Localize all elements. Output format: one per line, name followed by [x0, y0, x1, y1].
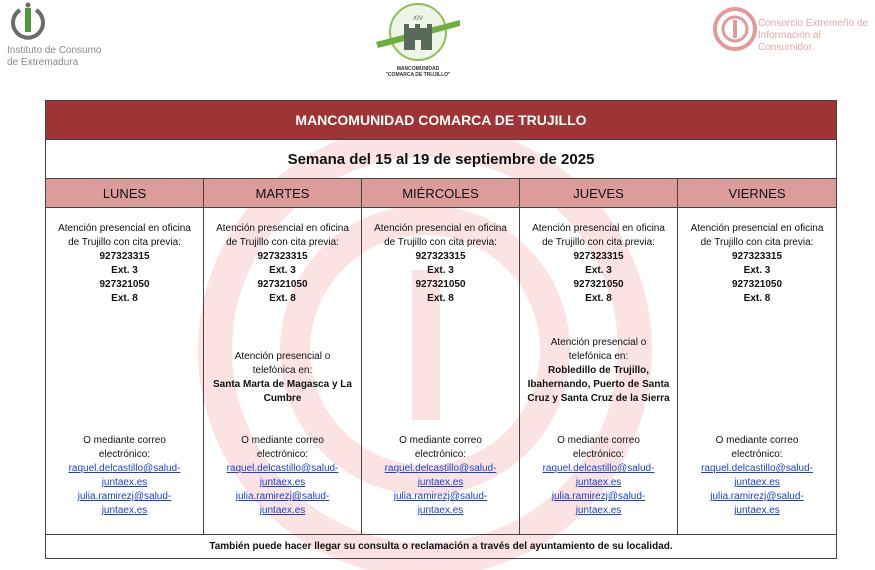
email-link-julia-domain[interactable]: juntaex.es — [575, 505, 622, 516]
extra-place-line: Ibahernando, Puerto de Santa — [527, 379, 670, 390]
phone-extension: Ext. 3 — [427, 265, 454, 276]
email-label-line: electrónico: — [572, 449, 625, 460]
phone-number: 927321050 — [573, 279, 624, 290]
email-link-raquel-domain[interactable]: juntaex.es — [417, 477, 464, 488]
day-header-viernes: VIERNES — [728, 185, 786, 201]
office-text-line: de Trujillo con cita previa: — [226, 237, 339, 248]
email-label-line: O mediante correo — [557, 435, 640, 446]
page-header — [0, 0, 875, 96]
office-block — [682, 222, 832, 306]
email-block — [524, 434, 673, 518]
instituto-consumo-logo — [4, 2, 144, 72]
office-text-line: Atención presencial en oficina — [532, 223, 665, 234]
phone-extension: Ext. 8 — [111, 293, 138, 304]
extra-text-line: telefónica en: — [568, 351, 629, 362]
phone-number: 927321050 — [257, 279, 308, 290]
phone-extension: Ext. 3 — [585, 265, 612, 276]
extra-place-line: Santa Marta de Magasca y La — [213, 379, 352, 390]
email-link-raquel[interactable]: raquel.delcastillo@salud- — [226, 463, 339, 474]
email-label-line: O mediante correo — [715, 435, 799, 446]
email-link-julia[interactable]: julia.ramirezj@salud- — [235, 491, 330, 502]
email-link-julia-domain[interactable]: juntaex.es — [734, 505, 780, 516]
consorcio-logo-icon — [712, 4, 758, 54]
mancomunidad-logo — [372, 2, 464, 86]
email-link-julia-domain[interactable]: juntaex.es — [259, 505, 306, 516]
email-label-line: O mediante correo — [399, 435, 482, 446]
email-block — [682, 434, 832, 518]
email-block — [366, 434, 515, 518]
email-block — [50, 434, 199, 518]
mancomunidad-logo-line2: "COMARCA DE TRUJILLO" — [385, 72, 451, 78]
instituto-logo-line1: Instituto de Consumo — [7, 45, 102, 56]
extra-text-line: Atención presencial o — [550, 337, 647, 348]
footer-note: También puede hacer llegar su consulta o reclamación a través del ayuntamiento de su localidad. — [209, 541, 673, 552]
email-link-raquel-domain[interactable]: juntaex.es — [734, 477, 780, 488]
consorcio-logo-line2: Información al Consumidor — [758, 30, 821, 53]
email-label-line: electrónico: — [98, 449, 151, 460]
phone-extension: Ext. 3 — [111, 265, 138, 276]
instituto-logo-icon — [8, 2, 48, 44]
mancomunidad-logo-line1: MANCOMUNIDAD — [396, 66, 440, 72]
office-text-line: de Trujillo con cita previa: — [542, 237, 655, 248]
day-header-lunes: LUNES — [46, 179, 204, 207]
office-text-line: Atención presencial en oficina — [216, 223, 349, 234]
phone-number: 927321050 — [731, 279, 783, 290]
office-text-line: de Trujillo con cita previa: — [384, 237, 497, 248]
phone-extension: Ext. 3 — [269, 265, 296, 276]
phone-number: 927321050 — [99, 279, 150, 290]
day-header-jueves: JUEVES — [520, 179, 678, 207]
email-link-raquel[interactable]: raquel.delcastillo@salud- — [68, 463, 181, 474]
email-label-line: electrónico: — [256, 449, 309, 460]
email-link-julia-domain[interactable]: juntaex.es — [101, 505, 148, 516]
email-link-raquel-domain[interactable]: juntaex.es — [575, 477, 622, 488]
phone-number: 927323315 — [731, 251, 783, 262]
email-label-line: O mediante correo — [241, 435, 324, 446]
day-column-miercoles — [362, 208, 520, 534]
office-text-line: Atención presencial en oficina — [690, 223, 824, 234]
email-block — [208, 434, 357, 518]
instituto-logo-line2: de Extremadura — [7, 57, 79, 68]
extra-place-line: Cumbre — [263, 393, 302, 404]
day-header-row — [46, 179, 836, 208]
email-label-line: electrónico: — [414, 449, 467, 460]
office-text-line: de Trujillo con cita previa: — [700, 237, 814, 248]
day-column-viernes — [678, 208, 836, 534]
office-text-line: Atención presencial en oficina — [374, 223, 507, 234]
castle-emblem-icon — [372, 2, 464, 64]
extra-place-line: Robledillo de Trujillo, — [547, 365, 650, 376]
email-link-julia-domain[interactable]: juntaex.es — [417, 505, 464, 516]
email-link-raquel[interactable]: raquel.delcastillo@salud- — [701, 463, 813, 474]
phone-number: 927323315 — [99, 251, 150, 262]
day-column-martes — [204, 208, 362, 534]
email-link-julia[interactable]: julia.ramirezj@salud- — [77, 491, 172, 502]
extra-text-line: telefónica en: — [252, 365, 313, 376]
phone-extension: Ext. 8 — [585, 293, 612, 304]
email-label-line: electrónico: — [731, 449, 783, 460]
day-column-jueves — [520, 208, 678, 534]
office-text-line: Atención presencial en oficina — [58, 223, 191, 234]
day-column-lunes — [46, 208, 204, 534]
consorcio-logo-line1: Consorcio Extremeño de — [758, 18, 869, 29]
consorcio-logo — [712, 4, 872, 60]
week-range: Semana del 15 al 19 de septiembre de 2025 — [46, 140, 836, 179]
phone-extension: Ext. 8 — [743, 293, 771, 304]
extra-locations-block — [208, 350, 357, 406]
office-block — [50, 222, 199, 306]
office-block — [524, 222, 673, 306]
extra-locations-block — [524, 336, 673, 406]
phone-extension: Ext. 8 — [427, 293, 454, 304]
extra-place-line: Cruz y Santa Cruz de la Sierra — [527, 393, 670, 404]
schedule-title: MANCOMUNIDAD COMARCA DE TRUJILLO — [46, 101, 836, 140]
phone-number: 927321050 — [415, 279, 466, 290]
phone-number: 927323315 — [573, 251, 624, 262]
phone-extension: Ext. 8 — [269, 293, 296, 304]
schedule-table — [45, 100, 837, 559]
email-link-raquel[interactable]: raquel.delcastillo@salud- — [542, 463, 655, 474]
day-header-miercoles: MIÉRCOLES — [362, 179, 520, 207]
phone-extension: Ext. 3 — [743, 265, 771, 276]
office-block — [366, 222, 515, 306]
day-body-row — [46, 208, 836, 535]
day-header-martes: MARTES — [204, 179, 362, 207]
email-link-raquel-domain[interactable]: juntaex.es — [101, 477, 148, 488]
email-link-raquel[interactable]: raquel.delcastillo@salud- — [384, 463, 497, 474]
phone-number: 927323315 — [257, 251, 308, 262]
email-link-julia[interactable]: julia.ramirezj@salud- — [710, 491, 804, 502]
email-link-julia[interactable]: julia.ramirezj@salud- — [393, 491, 488, 502]
office-block — [208, 222, 357, 306]
emblem-numeral: XIV — [413, 15, 423, 22]
office-text-line: de Trujillo con cita previa: — [68, 237, 181, 248]
email-link-julia[interactable]: julia.ramirezj@salud- — [551, 491, 646, 502]
phone-number: 927323315 — [415, 251, 466, 262]
email-link-raquel-domain[interactable]: juntaex.es — [259, 477, 306, 488]
extra-text-line: Atención presencial o — [234, 351, 331, 362]
email-label-line: O mediante correo — [83, 435, 166, 446]
